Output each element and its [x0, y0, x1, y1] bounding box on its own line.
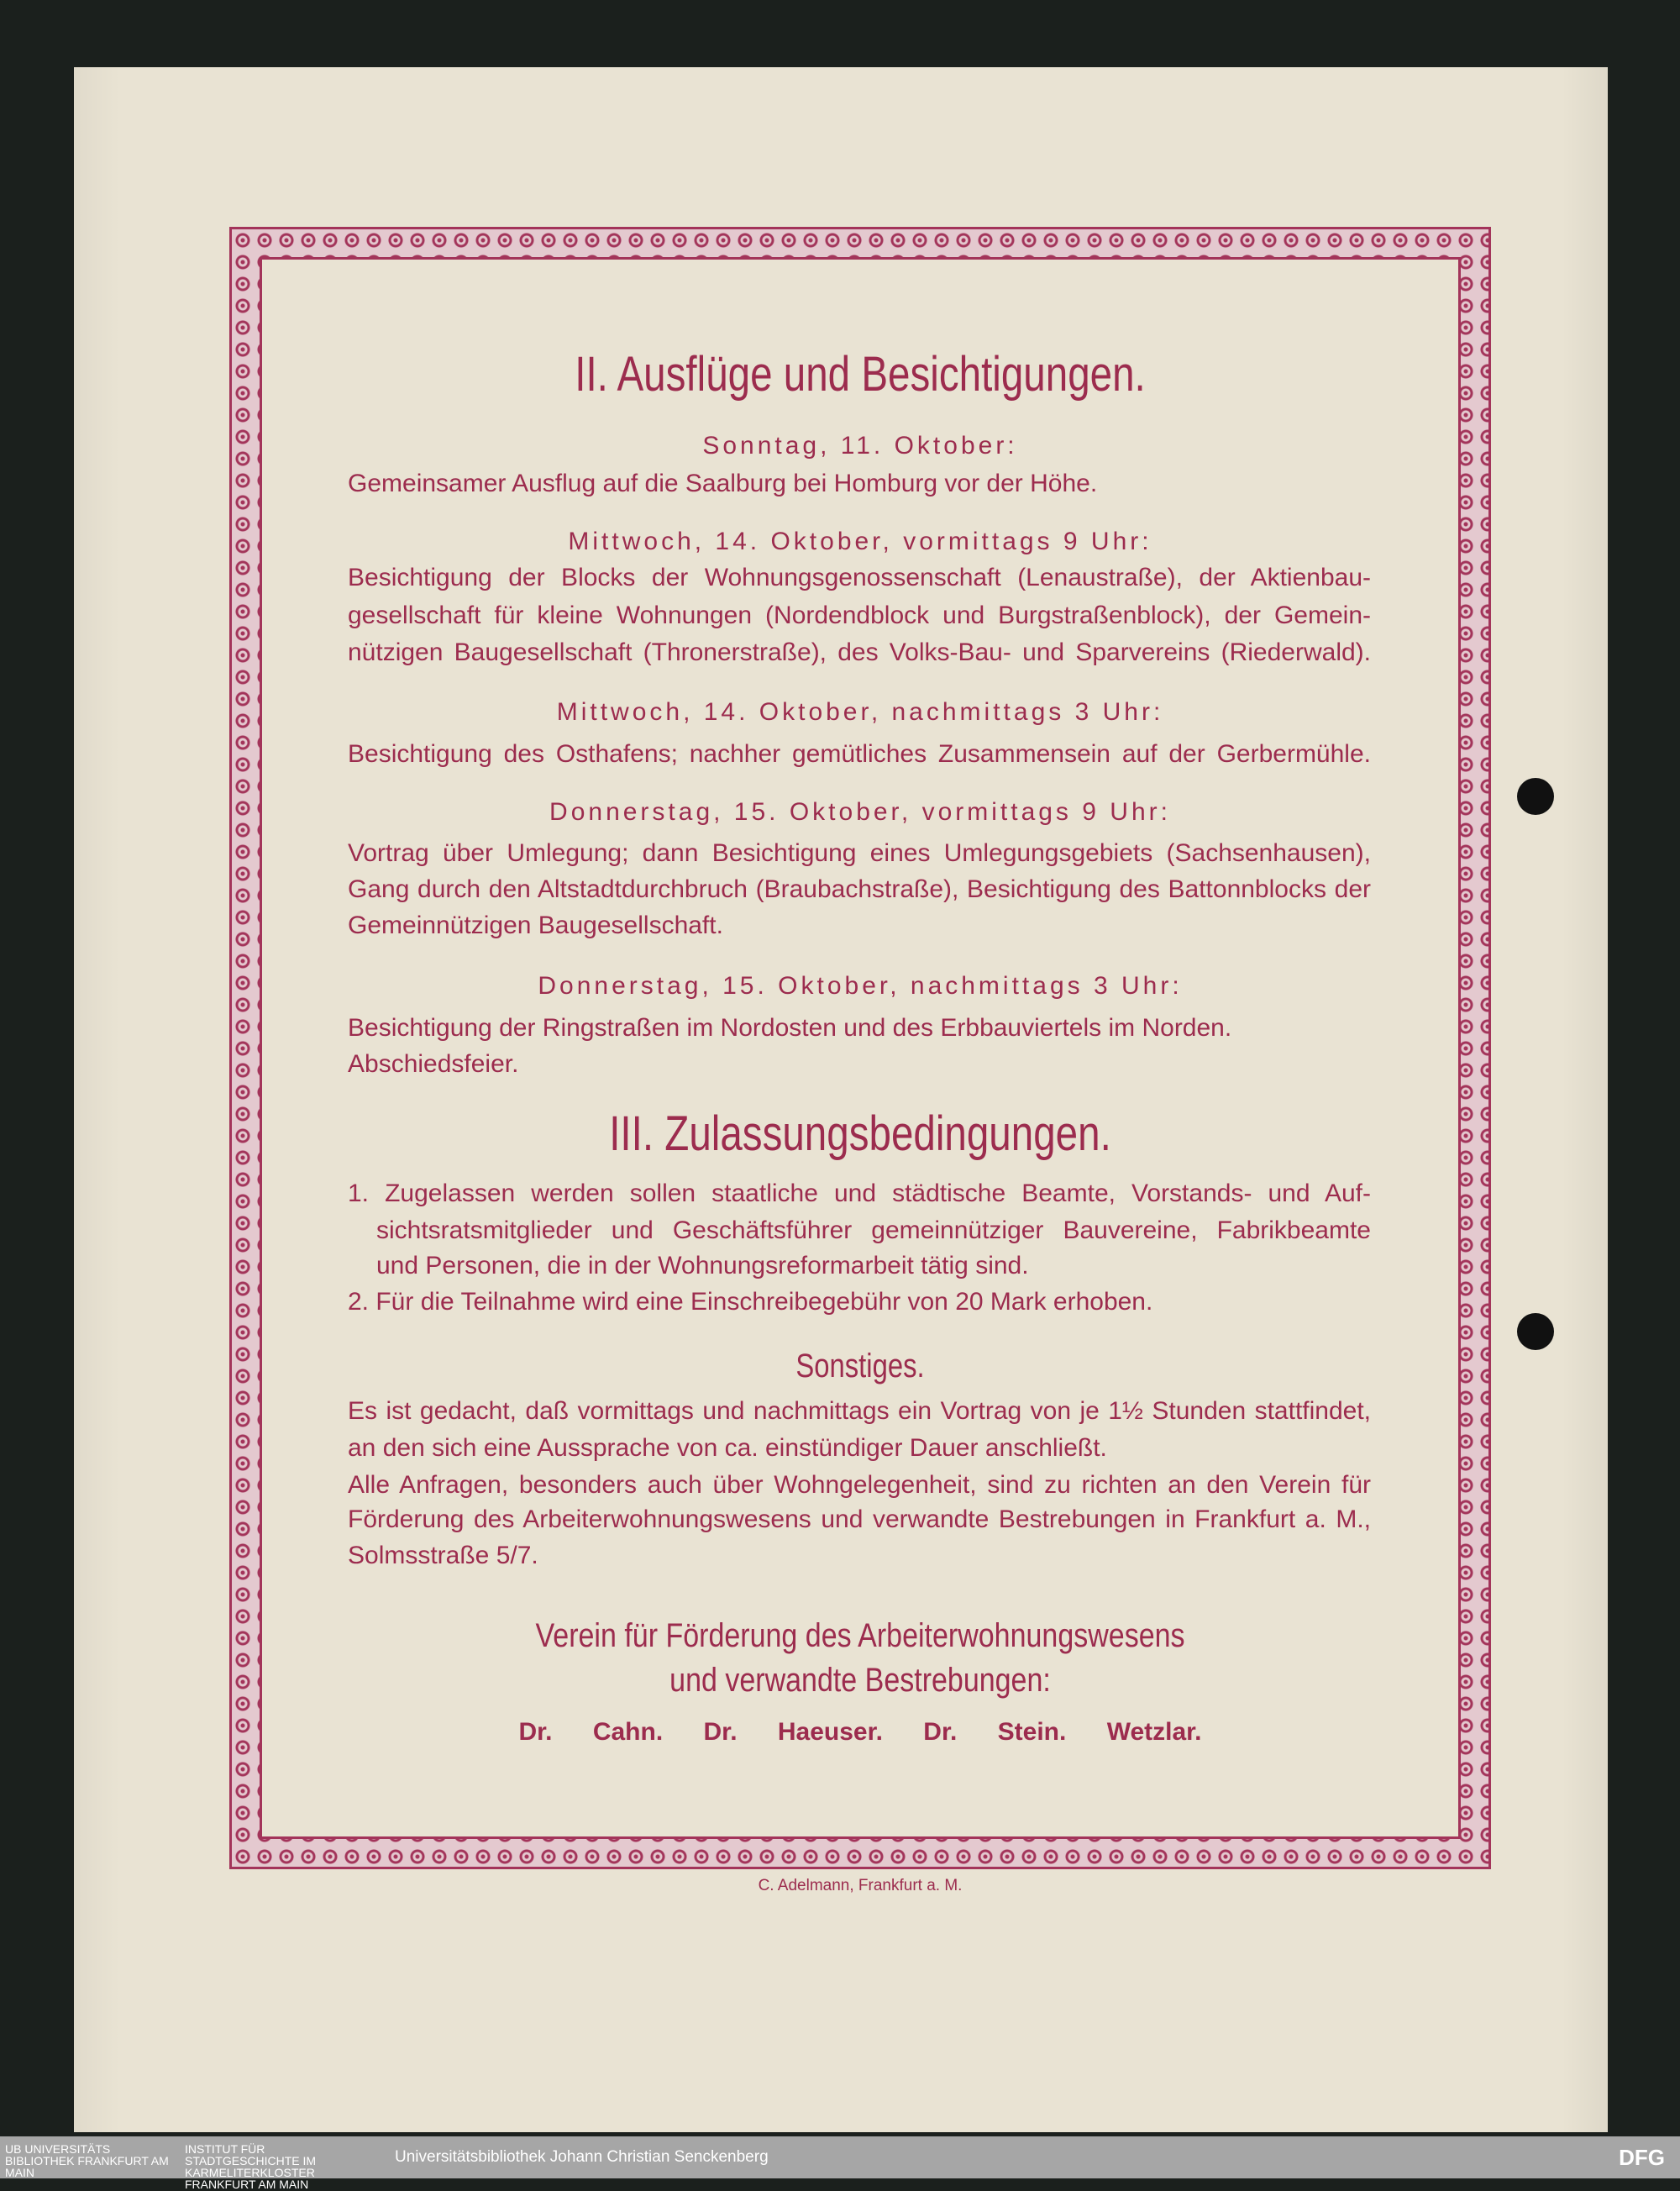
event-heading: Sonntag, 11. Oktober:	[702, 432, 1018, 460]
dfg-logo: DFG	[1619, 2145, 1665, 2170]
condition-text: 1. Zugelassen werden sollen staatliche und städtische Beamte, Vorstands- und Auf-	[348, 1180, 1371, 1207]
event-text: Besichtigung der Ringstraßen im Nordosten und des Erbbauviertels im Norden.	[348, 1014, 1232, 1042]
footer-bar	[0, 2136, 1680, 2191]
isg-logo: INSTITUT FÜR STADTGESCHICHTE IM KARMELITERKLOSTER FRANKFURT AM MAIN	[185, 2142, 317, 2191]
condition-text: und Personen, die in der Wohnungsreformarbeit tätig sind.	[376, 1252, 1029, 1279]
condition-text: sichtsratsmitglieder und Geschäftsführer gemeinnütziger Bauvereine, Fabrikbeamte	[376, 1216, 1371, 1244]
org-name: Verein für Förderung des Arbeiterwohnungswesens	[535, 1617, 1185, 1654]
condition-text: 2. Für die Teilnahme wird eine Einschreibegebühr von 20 Mark erhoben.	[348, 1288, 1153, 1316]
misc-text: Solmsstraße 5/7.	[348, 1542, 538, 1569]
misc-text: an den sich eine Aussprache von ca. einstündiger Dauer anschließt.	[348, 1434, 1107, 1462]
event-text: Besichtigung der Blocks der Wohnungsgenossenschaft (Lenaustraße), der Aktienbau-	[348, 564, 1371, 591]
event-heading: Mittwoch, 14. Oktober, vormittags 9 Uhr:	[568, 528, 1152, 555]
section-title: III. Zulassungsbedingungen.	[609, 1106, 1111, 1161]
punch-hole	[1517, 778, 1554, 815]
signatory: Dr. Stein.	[923, 1718, 1067, 1746]
event-text: Abschiedsfeier.	[348, 1050, 519, 1078]
event-text: Besichtigung des Osthafens; nachher gemütliches Zusammensein auf der Gerbermühle.	[348, 740, 1371, 768]
misc-text: Es ist gedacht, daß vormittags und nachmittags ein Vortrag von je 1½ Stunden stattfindet,	[348, 1397, 1371, 1425]
event-heading: Donnerstag, 15. Oktober, vormittags 9 Uhr:	[549, 798, 1171, 826]
punch-hole	[1517, 1313, 1554, 1350]
ub-logo: UB UNIVERSITÄTS BIBLIOTHEK FRANKFURT AM MAIN	[5, 2142, 169, 2179]
signatory: Dr. Cahn.	[518, 1718, 664, 1746]
event-text: Gang durch den Altstadtdurchbruch (Braubachstraße), Besichtigung des Battonnblocks der	[348, 875, 1371, 903]
event-text: nützigen Baugesellschaft (Thronerstraße), des Volks-Bau- und Sparvereins (Riederwald).	[348, 638, 1371, 666]
event-text: Vortrag über Umlegung; dann Besichtigung eines Umlegungsgebiets (Sachsenhausen),	[348, 839, 1371, 867]
signatories	[229, 1718, 1491, 1747]
signatory: Dr. Haeuser.	[703, 1718, 883, 1746]
misc-text: Alle Anfragen, besonders auch über Wohngelegenheit, sind zu richten an den Verein für	[348, 1471, 1371, 1499]
event-text: gesellschaft für kleine Wohnungen (Nordendblock und Burgstraßenblock), der Gemein-	[348, 602, 1371, 629]
section-title: II. Ausflüge und Besichtigungen.	[575, 347, 1146, 402]
event-text: Gemeinnützigen Baugesellschaft.	[348, 912, 723, 939]
event-heading: Mittwoch, 14. Oktober, nachmittags 3 Uhr:	[556, 698, 1164, 726]
library-name: Universitätsbibliothek Johann Christian Senckenberg	[395, 2148, 769, 2166]
printer-imprint: C. Adelmann, Frankfurt a. M.	[758, 1877, 963, 1894]
event-text: Gemeinsamer Ausflug auf die Saalburg bei Homburg vor der Höhe.	[348, 470, 1098, 497]
event-heading: Donnerstag, 15. Oktober, nachmittags 3 Uhr:	[538, 972, 1183, 1000]
signatory: Wetzlar.	[1106, 1718, 1202, 1746]
org-name: und verwandte Bestrebungen:	[669, 1662, 1051, 1699]
misc-text: Förderung des Arbeiterwohnungswesens und verwandte Bestrebungen in Frankfurt a. M.,	[348, 1505, 1371, 1533]
misc-title: Sonstiges.	[795, 1348, 925, 1384]
